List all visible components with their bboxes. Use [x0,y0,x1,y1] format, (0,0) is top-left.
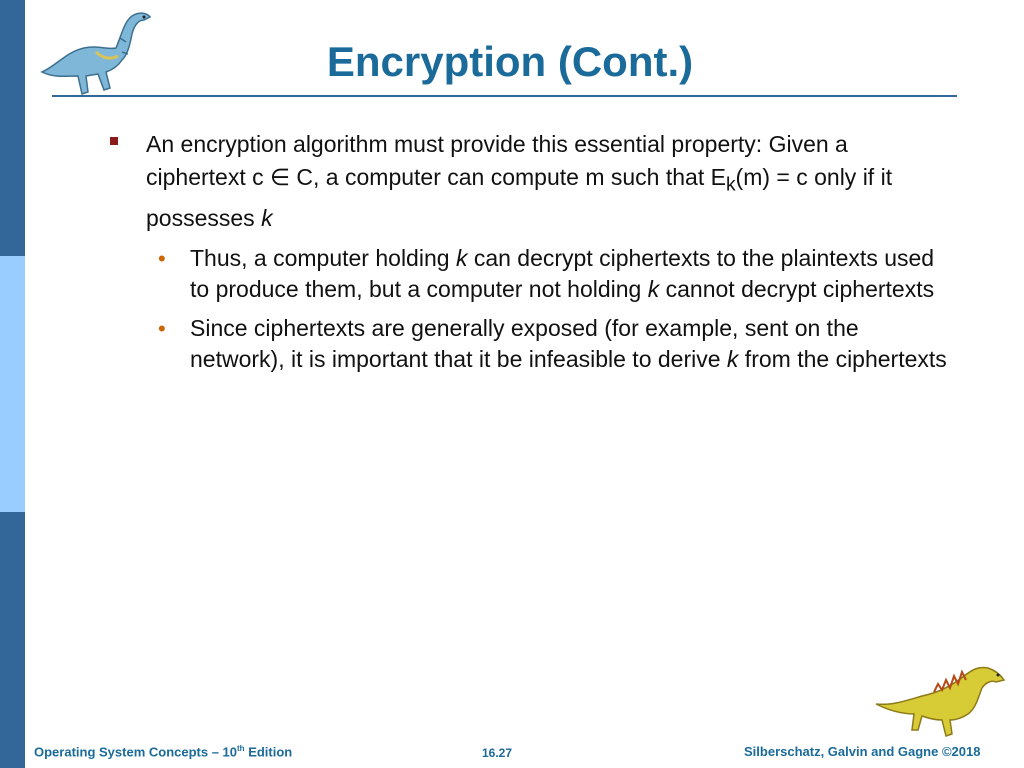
title-underline [52,95,957,97]
dinosaur-icon [36,8,156,96]
slide-content [108,128,948,375]
dinosaur-icon [872,660,1012,740]
sub-bullet-1-text-3: cannot decrypt ciphertexts [659,275,935,302]
sub-bullet-2 [108,313,948,375]
main-bullet-subscript: k [725,174,736,196]
sub-bullet-1-key: k [455,244,468,271]
sub-bullet-1 [108,243,948,305]
footer-book-sup: th [237,744,245,753]
sub-bullet-1-text-1: Thus, a computer holding [190,244,456,271]
square-bullet-icon [110,137,118,145]
slide-title: Encryption (Cont.) [326,38,694,85]
sub-bullet-1-key-2: k [647,275,660,302]
sidebar-segment-middle [0,256,25,512]
sub-bullet-2-key: k [726,345,739,372]
footer-page-number: 16.27 [482,746,513,760]
footer-book-title [34,744,292,759]
main-bullet [108,128,948,235]
main-bullet-key: k [261,204,273,231]
sub-bullet-1-text-2: can decrypt ciphertexts to the plaintexts used to produce them, but a computer not holding [190,244,935,302]
footer-copyright: Silberschatz, Galvin and Gagne ©2018 [744,744,981,759]
footer-book-prefix: Operating System Concepts – 10 [34,744,238,760]
sidebar-segment-bottom [0,512,25,768]
sidebar-segment-top [0,0,25,256]
round-bullet-icon: • [158,245,166,271]
round-bullet-icon: • [158,315,166,341]
main-bullet-text-1: An encryption algorithm must provide this essential property: Given a ciphertext c ∈ C, a computer can compute m such that E [146,131,848,190]
sub-bullet-2-text-2: from the ciphertexts [738,345,947,372]
sub-bullet-2-text-1: Since ciphertexts are generally exposed (for example, sent on the network), it is important that it be infeasible to derive [190,314,859,372]
left-sidebar-bar [0,0,25,768]
footer-book-suffix: Edition [244,744,293,760]
main-bullet-text-2: (m) = c only if it possesses [146,164,893,231]
